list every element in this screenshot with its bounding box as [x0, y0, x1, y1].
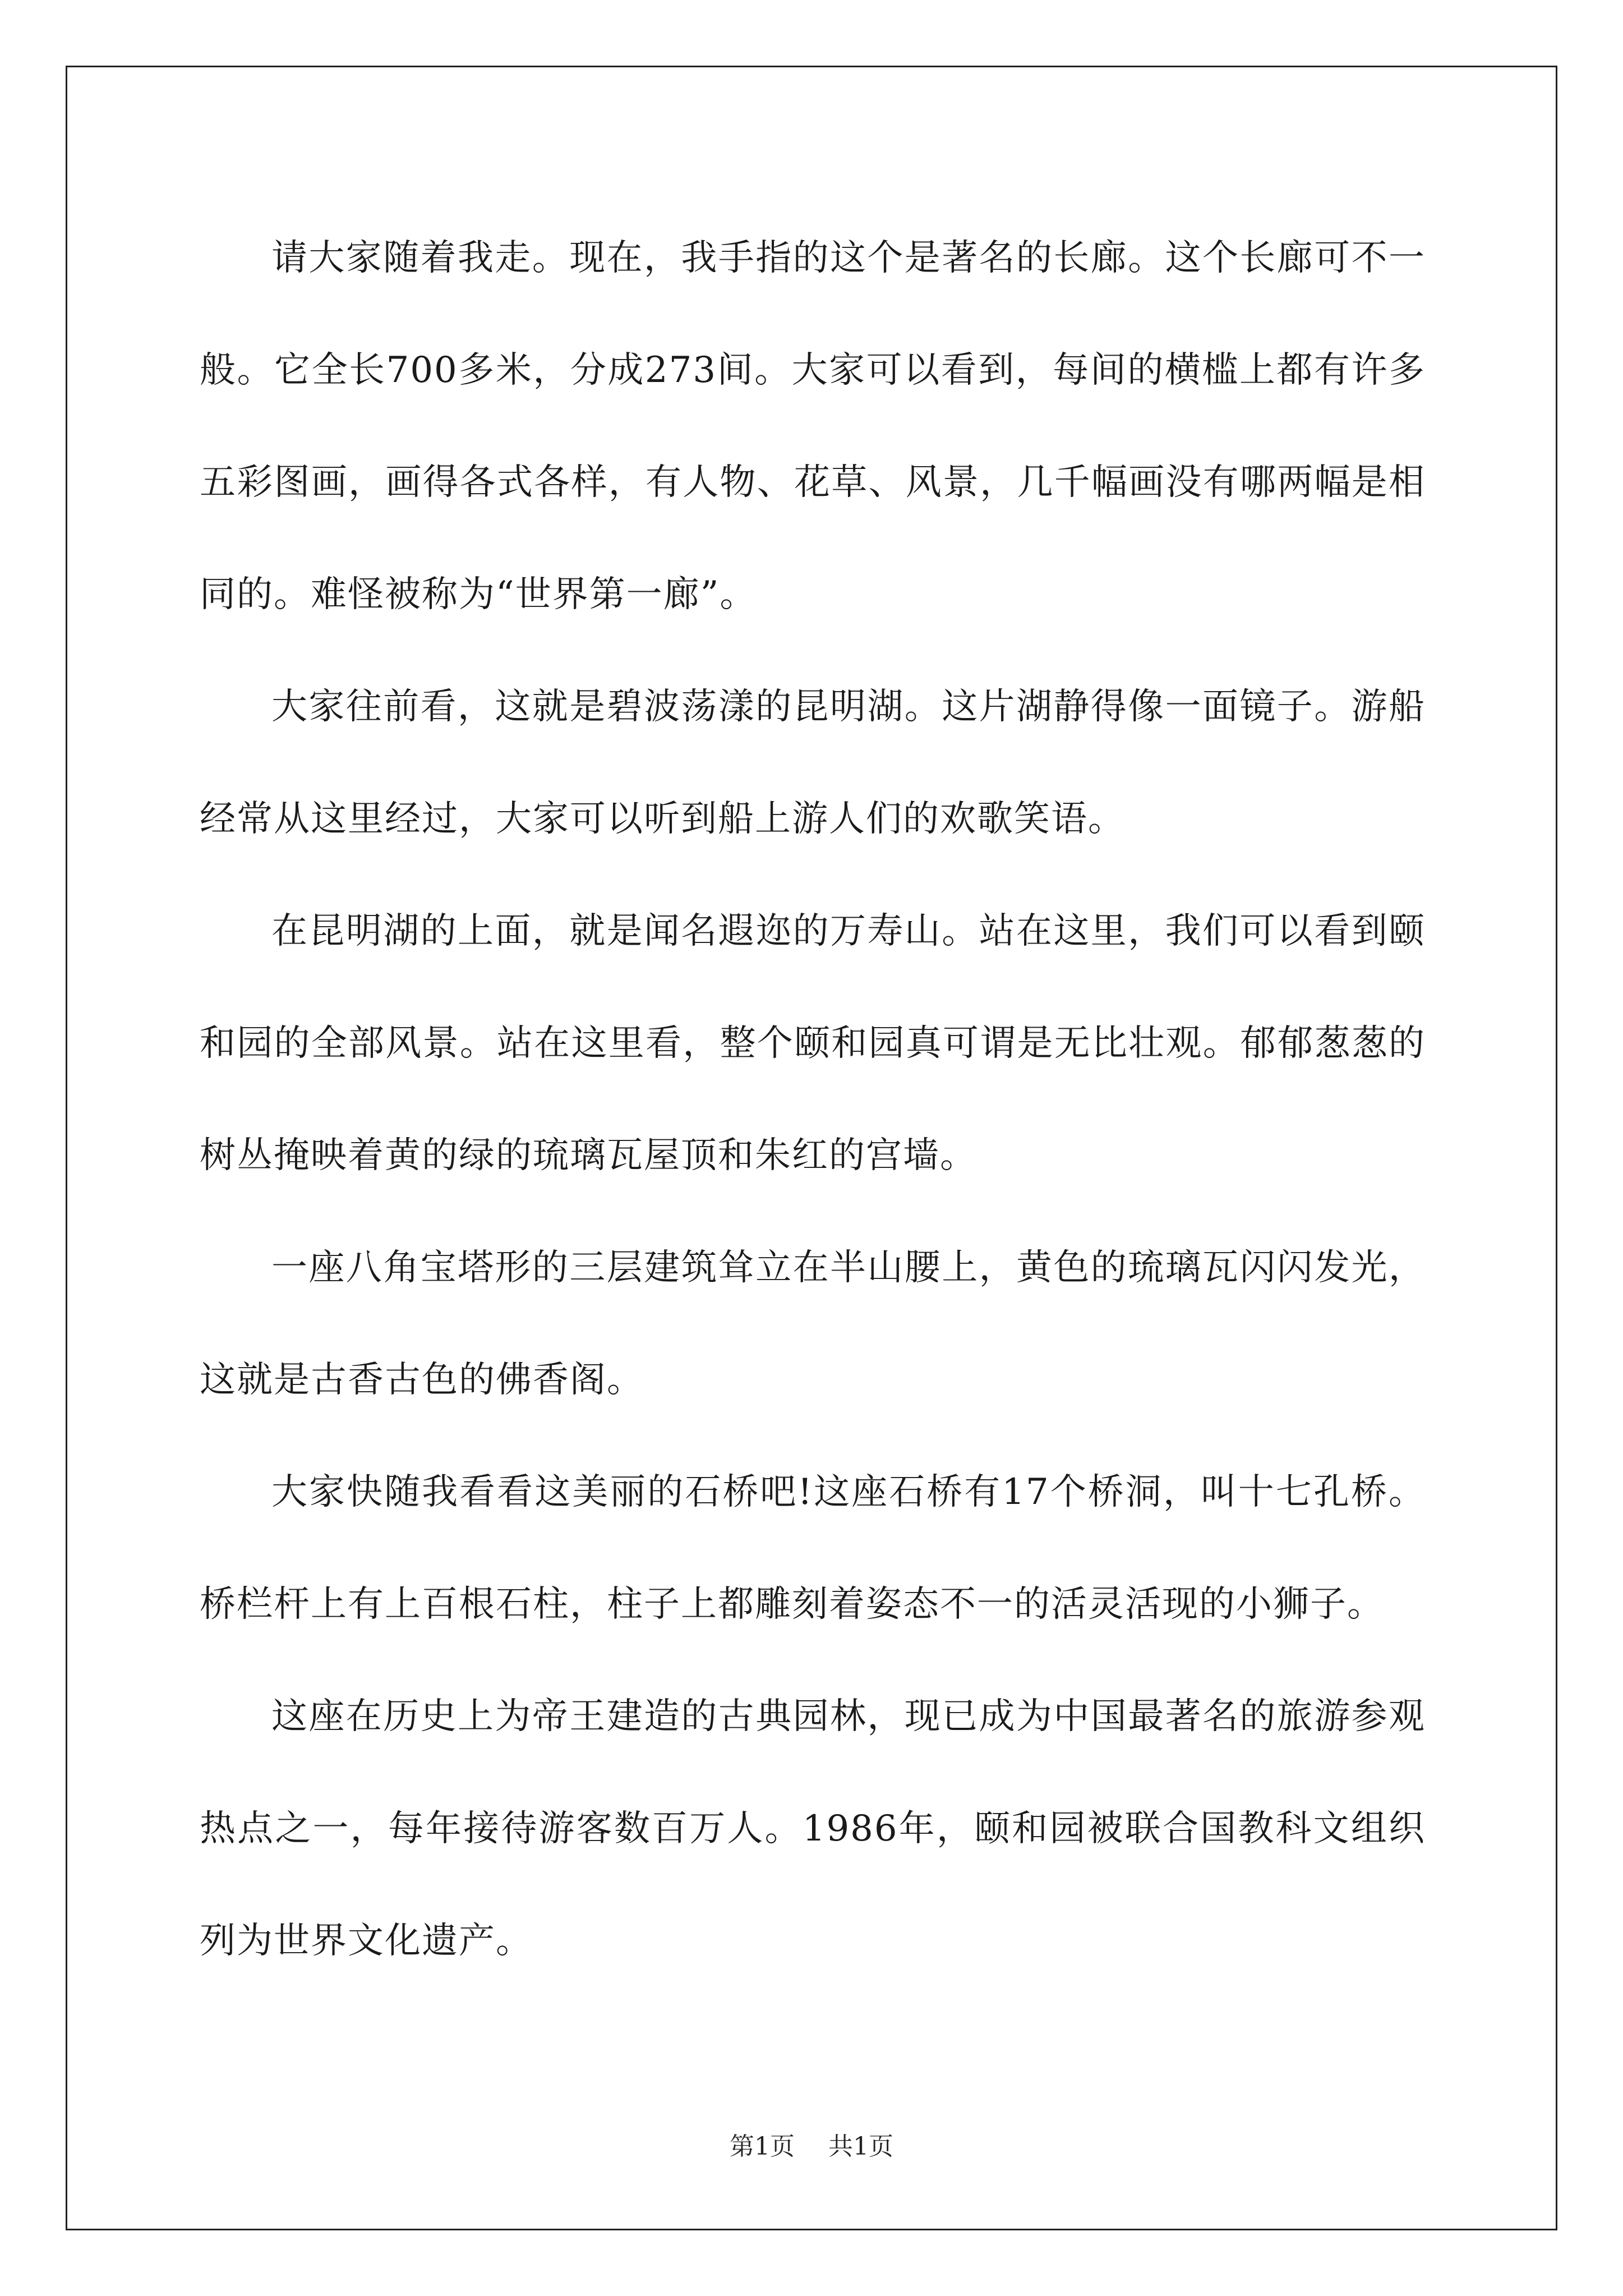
- document-body: [200, 202, 1426, 1997]
- paragraph-4: 一座八角宝塔形的三层建筑耸立在半山腰上，黄色的琉璃瓦闪闪发光，这就是古香古色的佛香阁。: [200, 1247, 1426, 1401]
- paragraph-1: 请大家随着我走。现在，我手指的这个是著名的长廊。这个长廊可不一般。它全长700多米，分成273间。大家可以看到，每间的横槛上都有许多五彩图画，画得各式各样，有人物、花草、风景，几千幅画没有哪两幅是相同的。难怪被称为“世界第一廊”。: [200, 237, 1426, 615]
- paragraph-3: 在昆明湖的上面，就是闻名遐迩的万寿山。站在这里，我们可以看到颐和园的全部风景。站在这里看，整个颐和园真可谓是无比壮观。郁郁葱葱的树丛掩映着黄的绿的琉璃瓦屋顶和朱红的宫墙。: [200, 910, 1426, 1176]
- paragraph-2: 大家往前看，这就是碧波荡漾的昆明湖。这片湖静得像一面镜子。游船经常从这里经过，大家可以听到船上游人们的欢歌笑语。: [200, 686, 1426, 840]
- page-footer: [0, 2126, 1623, 2162]
- paragraph-5: 大家快随我看看这美丽的石桥吧!这座石桥有17个桥洞，叫十七孔桥。桥栏杆上有上百根石柱，柱子上都雕刻着姿态不一的活灵活现的小狮子。: [200, 1471, 1426, 1625]
- page-number: 第1页: [730, 2132, 795, 2161]
- paragraph-6: 这座在历史上为帝王建造的古典园林，现已成为中国最著名的旅游参观热点之一，每年接待游客数百万人。1986年，颐和园被联合国教科文组织列为世界文化遗产。: [200, 1696, 1426, 1962]
- page-total: 共1页: [828, 2132, 893, 2161]
